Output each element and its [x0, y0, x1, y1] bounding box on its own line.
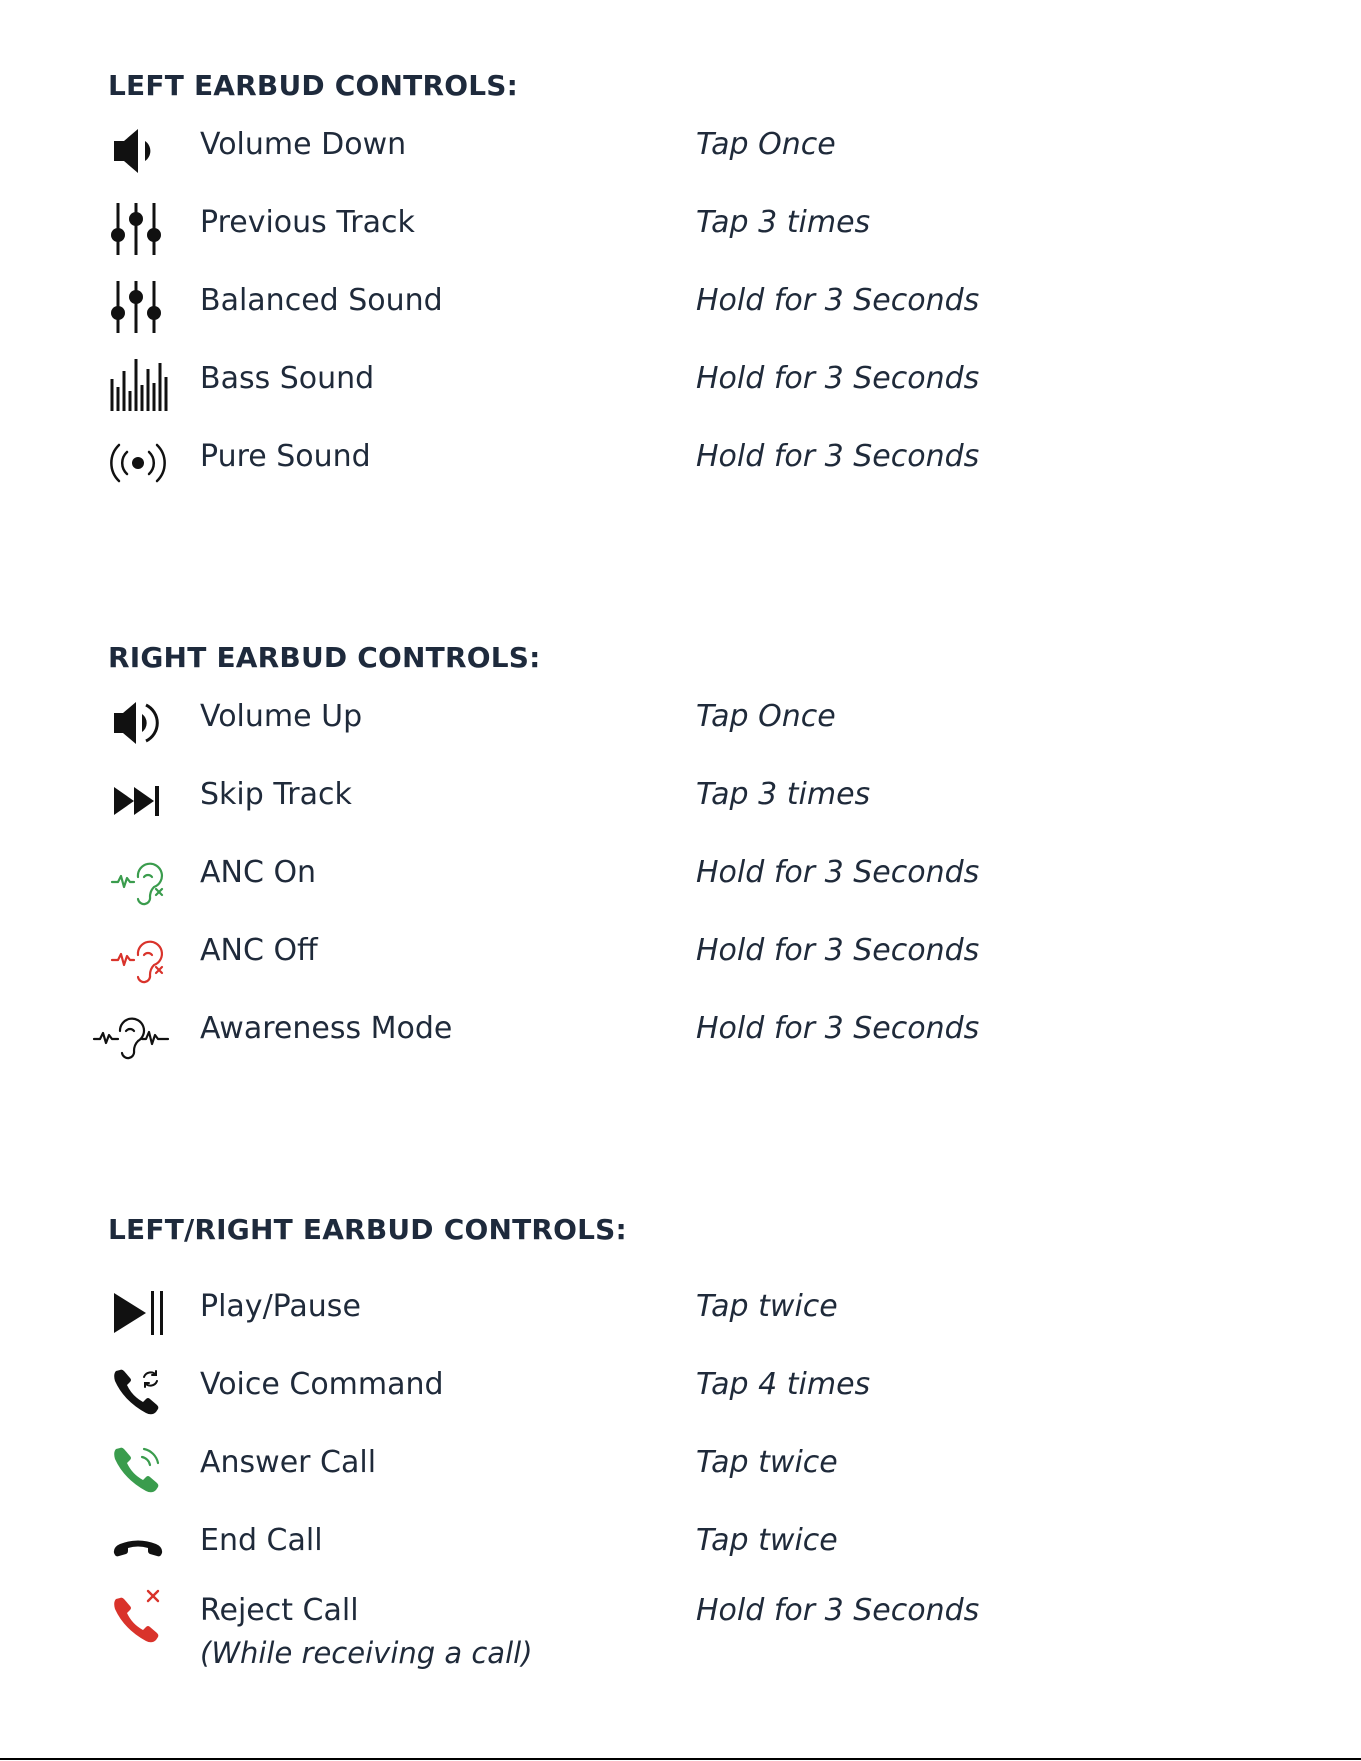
- control-row-previous-track: [108, 203, 1258, 281]
- skip-forward-icon: [108, 771, 168, 831]
- ear-awareness-icon: [92, 1005, 172, 1065]
- control-label: Previous Track: [200, 205, 415, 240]
- ear-anc-icon: [108, 927, 168, 987]
- control-action: Tap twice: [696, 1445, 838, 1480]
- control-row-end-call: [108, 1521, 1258, 1599]
- left-earbud-section: [108, 66, 1258, 515]
- control-sublabel: (While receiving a call): [200, 1636, 533, 1670]
- control-action: Hold for 3 Seconds: [696, 361, 980, 396]
- control-label: Volume Down: [200, 127, 407, 162]
- control-row-skip-track: [108, 775, 1258, 853]
- control-action: Hold for 3 Seconds: [696, 933, 980, 968]
- speaker-wave-icon: [108, 693, 168, 753]
- control-label: Bass Sound: [200, 361, 375, 396]
- phone-answer-icon: [108, 1439, 168, 1499]
- control-label: Answer Call: [200, 1445, 377, 1480]
- control-label: Awareness Mode: [200, 1011, 453, 1046]
- right-earbud-section: [108, 638, 1258, 1087]
- control-action: Tap Once: [696, 127, 836, 162]
- control-action: Tap 4 times: [696, 1367, 871, 1402]
- control-label-text: Reject Call: [200, 1593, 359, 1628]
- broadcast-icon: [108, 433, 168, 493]
- speaker-icon: [108, 121, 168, 181]
- control-action: Tap Once: [696, 699, 836, 734]
- control-row-answer-call: [108, 1443, 1258, 1521]
- control-row-anc-on: [108, 853, 1258, 931]
- control-row-voice-command: [108, 1365, 1258, 1443]
- section-title: LEFT EARBUD CONTROLS:: [108, 69, 519, 102]
- phone-end-icon: [108, 1517, 168, 1577]
- control-label: ANC On: [200, 855, 317, 890]
- control-label: Volume Up: [200, 699, 363, 734]
- control-row-pure-sound: [108, 437, 1258, 515]
- equalizer-sliders-icon: [108, 277, 168, 337]
- control-label: ANC Off: [200, 933, 318, 968]
- control-action: Tap 3 times: [696, 205, 871, 240]
- control-label: Pure Sound: [200, 439, 371, 474]
- control-row-volume-up: [108, 697, 1258, 775]
- bottom-divider: [0, 1758, 1361, 1760]
- control-row-volume-down: [108, 125, 1258, 203]
- section-title: RIGHT EARBUD CONTROLS:: [108, 641, 541, 674]
- phone-reject-icon: [108, 1587, 168, 1647]
- control-row-awareness-mode: [108, 1009, 1258, 1087]
- control-action: Tap twice: [696, 1289, 838, 1324]
- control-row-reject-call: [108, 1593, 1258, 1677]
- play-pause-icon: [108, 1283, 168, 1343]
- control-action: Hold for 3 Seconds: [696, 1011, 980, 1046]
- control-action: Tap 3 times: [696, 777, 871, 812]
- control-label: End Call: [200, 1523, 323, 1558]
- control-action: Hold for 3 Seconds: [696, 283, 980, 318]
- soundwave-bars-icon: [108, 355, 168, 415]
- control-label: Voice Command: [200, 1367, 444, 1402]
- control-row-bass-sound: [108, 359, 1258, 437]
- control-label: Balanced Sound: [200, 283, 443, 318]
- control-row-balanced-sound: [108, 281, 1258, 359]
- control-action: Tap twice: [696, 1523, 838, 1558]
- equalizer-sliders-icon: [108, 199, 168, 259]
- control-row-anc-off: [108, 931, 1258, 1009]
- both-earbuds-section: [108, 1210, 1258, 1677]
- ear-anc-icon: [108, 849, 168, 909]
- control-action: Hold for 3 Seconds: [696, 439, 980, 474]
- control-action: Hold for 3 Seconds: [696, 1593, 980, 1628]
- section-title: LEFT/RIGHT EARBUD CONTROLS:: [108, 1213, 627, 1246]
- control-row-play-pause: [108, 1287, 1258, 1365]
- control-action: Hold for 3 Seconds: [696, 855, 980, 890]
- phone-voice-icon: [108, 1361, 168, 1421]
- control-label: [200, 1591, 533, 1675]
- control-label: Skip Track: [200, 777, 352, 812]
- control-label: Play/Pause: [200, 1289, 361, 1324]
